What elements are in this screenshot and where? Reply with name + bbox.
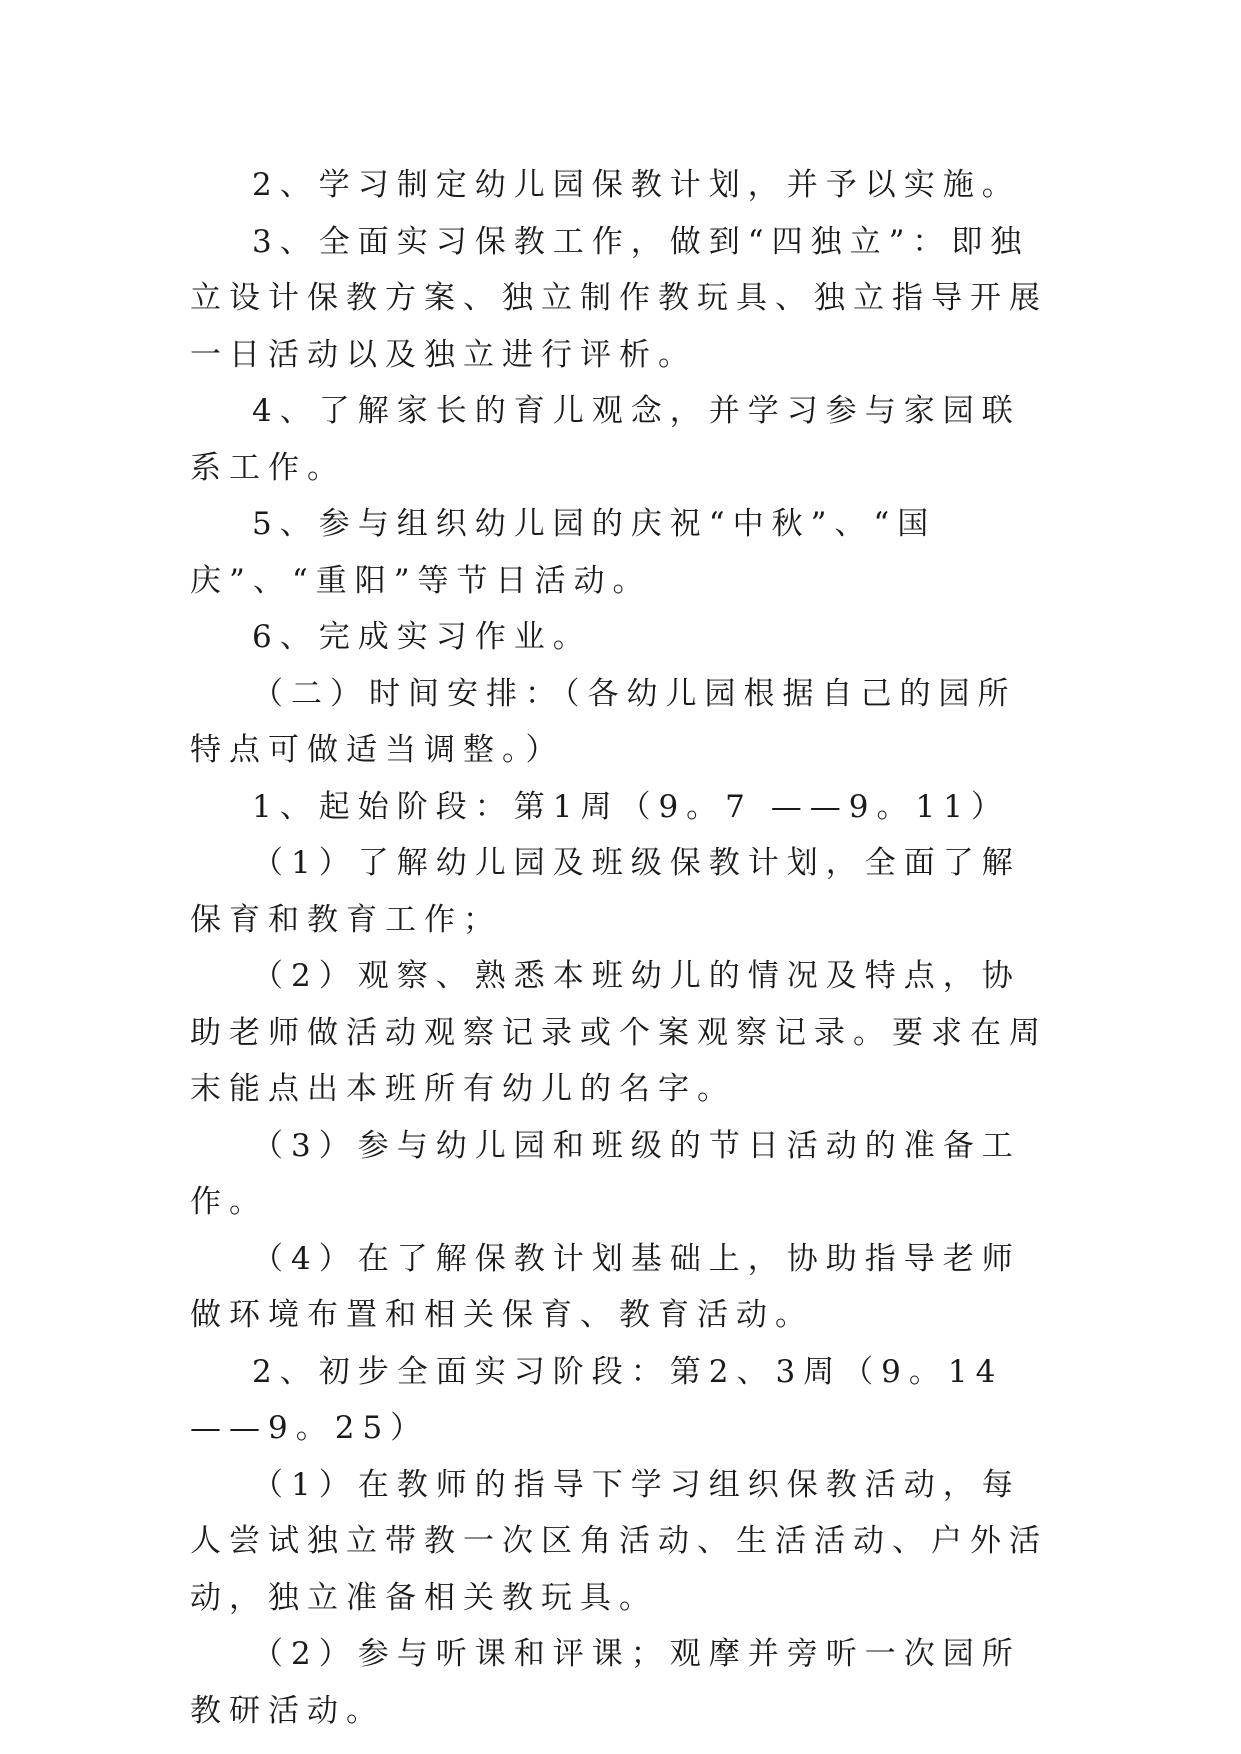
stage-1-item-1: （1）了解幼儿园及班级保教计划，全面了解保育和教育工作； — [190, 845, 1021, 938]
stage-2-item-1: （1）在教师的指导下学习组织保教活动，每人尝试独立带教一次区角活动、生活活动、户外活动，独立准备相关教玩具。 — [190, 1466, 1048, 1616]
paragraph-task-6: 6、完成实习作业。 — [252, 619, 592, 655]
stage-2-heading: 2、初步全面实习阶段：第2、3周（9。14——9。25） — [190, 1353, 1004, 1446]
paragraph-task-5: 5、参与组织幼儿园的庆祝“中秋”、“国庆”、“重阳”等节日活动。 — [190, 506, 937, 599]
stage-1-heading: 1、起始阶段：第1周（9。7 ——9。11） — [252, 788, 1010, 825]
paragraph-task-3: 3、全面实习保教工作，做到“四独立”：即独立设计保教方案、独立制作教玩具、独立指导开展一日活动以及独立进行评析。 — [190, 223, 1048, 373]
paragraph-task-2: 2、学习制定幼儿园保教计划，并予以实施。 — [252, 167, 1021, 203]
stage-1-item-2: （2）观察、熟悉本班幼儿的情况及特点，协助老师做活动观察记录或个案观察记录。要求在周末能点出本班所有幼儿的名字。 — [190, 958, 1048, 1107]
stage-1-item-4: （4）在了解保教计划基础上，协助指导老师做环境布置和相关保育、教育活动。 — [190, 1240, 1021, 1333]
stage-2-item-2: （2）参与听课和评课；观摩并旁听一次园所教研活动。 — [190, 1636, 1021, 1729]
stage-1-item-3: （3）参与幼儿园和班级的节日活动的准备工作。 — [190, 1127, 1021, 1220]
section-heading-schedule: （二）时间安排：（各幼儿园根据自己的园所特点可做适当调整。） — [190, 675, 1017, 768]
document-body — [190, 157, 1050, 1739]
paragraph-task-4: 4、了解家长的育儿观念，并学习参与家园联系工作。 — [190, 393, 1021, 486]
